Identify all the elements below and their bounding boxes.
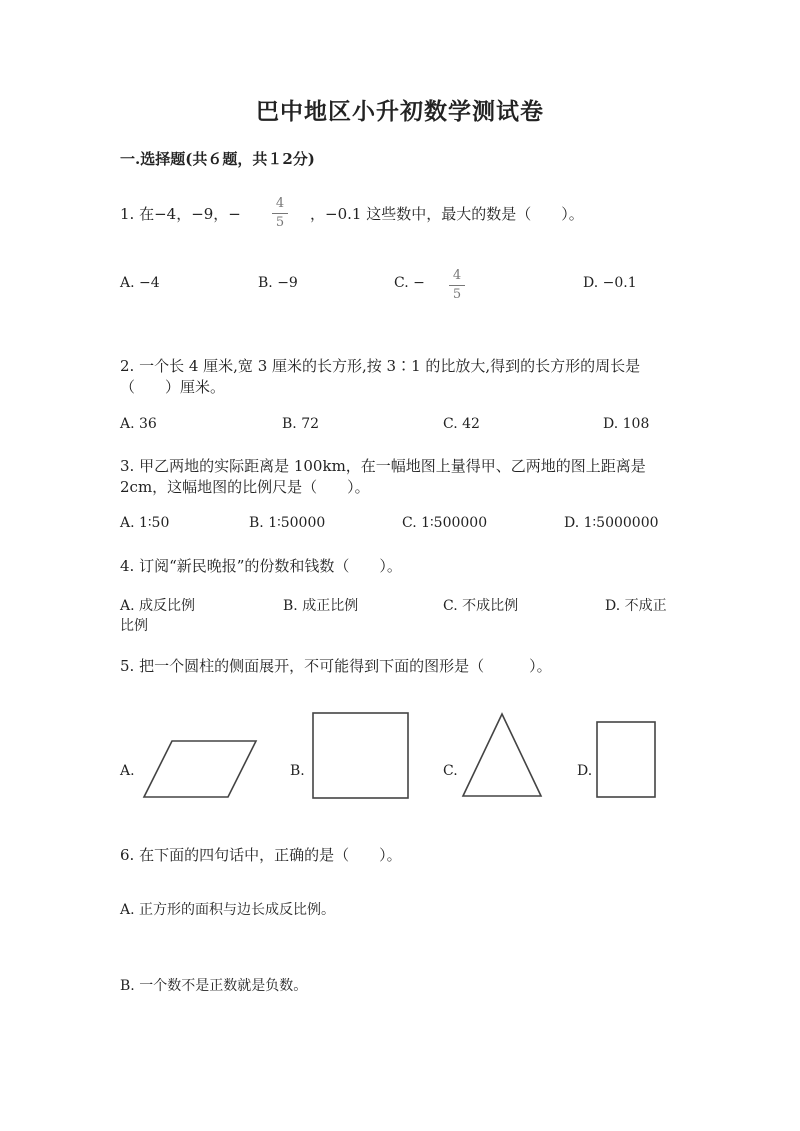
q1-option-c[interactable]: C. − [394,275,425,291]
rectangle-shape[interactable] [597,722,655,797]
q1-text-pre: 1. 在−4，−9，− [120,205,241,223]
triangle-shape[interactable] [463,714,541,796]
q3-option-c[interactable]: C. 1∶500000 [402,515,488,531]
q2-option-d[interactable]: D. 108 [603,416,650,432]
q3-option-d[interactable]: D. 1∶5000000 [564,515,659,531]
q1-option-a[interactable]: A. −4 [120,275,160,291]
q5-option-d[interactable]: D. [577,763,593,779]
q3-text-line1: 3. 甲乙两地的实际距离是 100km，在一幅地图上量得甲、乙两地的图上距离是 [120,457,646,475]
q3-option-b[interactable]: B. 1∶50000 [249,515,326,531]
q4-option-d[interactable]: D. 不成正 [605,598,667,614]
q1-option-b[interactable]: B. −9 [258,275,298,291]
q5-option-a[interactable]: A. [120,763,135,779]
parallelogram-shape[interactable] [144,741,256,797]
q1-option-d[interactable]: D. −0.1 [583,275,637,291]
q4-option-c[interactable]: C. 不成比例 [443,598,519,614]
q2-text-line1: 2. 一个长 4 厘米,宽 3 厘米的长方形,按 3∶1 的比放大,得到的长方形的周长是 [120,357,641,375]
q5-text: 5. 把一个圆柱的侧面展开，不可能得到下面的图形是（ ）。 [120,657,552,675]
q2-option-a[interactable]: A. 36 [120,416,157,432]
q2-option-b[interactable]: B. 72 [282,416,320,432]
page-title: 巴中地区小升初数学测试卷 [256,98,544,125]
q6-option-b[interactable]: B. 一个数不是正数就是负数。 [120,978,308,994]
q1-option-c-denominator: 5 [452,287,462,302]
q4-option-a[interactable]: A. 成反比例 [120,598,196,614]
section-heading: 一.选择题(共６题，共１2分) [120,150,315,168]
q5-option-b[interactable]: B. [290,763,305,779]
q6-text: 6. 在下面的四句话中，正确的是（ ）。 [120,846,402,864]
q1-option-c-numerator: 4 [452,268,462,283]
q1-fraction-denominator: 5 [275,215,285,230]
q3-option-a[interactable]: A. 1∶50 [120,515,170,531]
q1-fraction-numerator: 4 [275,196,285,211]
q1-text-post: ，−0.1 这些数中，最大的数是（ ）。 [310,205,584,223]
q4-option-d-wrap: 比例 [120,618,148,634]
q2-option-c[interactable]: C. 42 [443,416,480,432]
q4-text: 4. 订阅“新民晚报”的份数和钱数（ ）。 [120,557,402,575]
square-shape[interactable] [313,713,408,798]
q4-option-b[interactable]: B. 成正比例 [283,598,359,614]
q5-option-c[interactable]: C. [443,763,458,779]
q6-option-a[interactable]: A. 正方形的面积与边长成反比例。 [120,902,336,918]
q3-text-line2: 2cm，这幅地图的比例尺是（ ）。 [120,478,370,496]
q2-text-line2: （ ）厘米。 [120,378,226,396]
